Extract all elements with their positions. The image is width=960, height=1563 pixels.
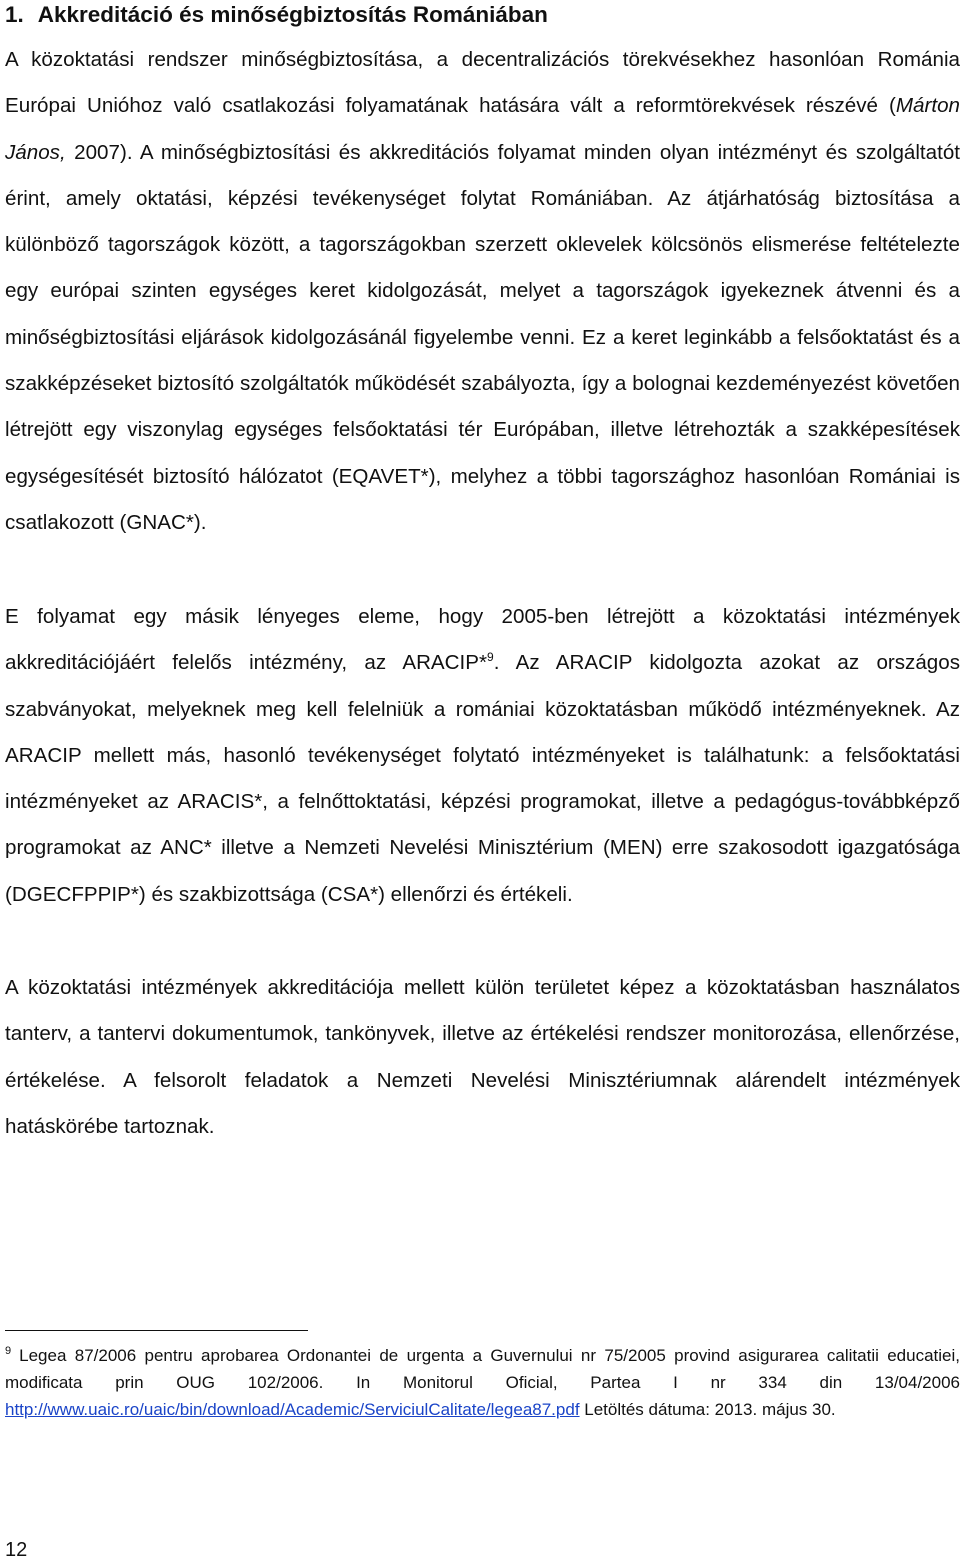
- paragraph-2-text-a: E folyamat egy másik lényeges eleme, hogy 2005-ben létrejött a közoktatási intézmények akkreditációjáért felelős intézmény, az ARACIP*: [5, 605, 960, 675]
- footnote-link[interactable]: http://www.uaic.ro/uaic/bin/download/Academic/ServiciulCalitate/legea87.pdf: [5, 1400, 580, 1419]
- footnote-reference[interactable]: 9: [487, 650, 494, 665]
- section-number: 1.: [5, 2, 24, 27]
- paragraph-1-text-a: A közoktatási rendszer minőségbiztosítása, a decentralizációs törekvésekhez hasonlóan Románia Európai Unióhoz való csatlakozási folyamatának hatására vált a reformtörekvések részévé (: [5, 48, 960, 118]
- paragraph-1-text-b: 2007). A minőségbiztosítási és akkreditációs folyamat minden olyan intézményt és szolgáltatót érint, amely oktatási, képzési tevékenységet folytat Romániában. Az átjárhatóság biztosítása a különböző tagországok között, a tagországokban szerzett oklevelek kölcsönös elismerése feltételezte egy európai szinten egységes keret kidolgozását, melyet a tagországok igyekeznek átvenni és a minőségbiztosítási eljárások kidolgozásánál figyelembe venni. Ez a keret leginkább a felsőoktatást és a szakképzéseket biztosító szolgáltatók működését szabályozta, így a bolognai kezdeményezést követően létrejött egy viszonylag egységes felsőoktatási tér Európában, illetve létrehozták a szakképesítések egységesítését biztosító hálózatot (EQAVET*), melyhez a többi tagországhoz hasonlóan Romániai is csatlakozott (GNAC*).: [5, 140, 960, 534]
- page-number: 12: [5, 1539, 28, 1561]
- footnote-text: Legea 87/2006 pentru aprobarea Ordonantei de urgenta a Guvernului nr 75/2005 provind asigurarea calitatii educatiei, modificata prin OUG 102/2006. In Monitorul Oficial, Partea I nr 334 din 13/04/2006: [5, 1346, 960, 1392]
- section-heading: [5, 0, 548, 30]
- footnote: [5, 1342, 960, 1423]
- footnote-retrieval-date: Letöltés dátuma: 2013. május 30.: [579, 1400, 836, 1419]
- citation-author: Márton János,: [5, 94, 960, 164]
- paragraph-2: [5, 594, 960, 918]
- section-title: Akkreditáció és minőségbiztosítás Romániában: [37, 2, 548, 27]
- footnote-marker: 9: [5, 1345, 12, 1358]
- paragraph-1: [5, 37, 960, 546]
- paragraph-3: A közoktatási intézmények akkreditációja mellett külön területet képez a közoktatásban használatos tanterv, a tantervi dokumentumok, tankönyvek, illetve az értékelési rendszer monitorozása, ellenőrzése, értékelése. A felsorolt feladatok a Nemzeti Nevelési Minisztériumnak alárendelt intézmények hatáskörébe tartoznak.: [5, 976, 960, 1138]
- paragraph-2-text-b: . Az ARACIP kidolgozta azokat az országos szabványokat, melyeknek meg kell felelniük a romániai közoktatásban működő intézményeknek. Az ARACIP mellett más, hasonló tevékenységet folytató intézményeket is találhatunk: a felsőoktatási intézményeket az ARACIS*, a felnőttoktatási, képzési programokat, illetve a pedagógus-továbbképző programokat az ANC* illetve a Nemzeti Nevelési Minisztérium (MEN) erre szakosodott igazgatósága (DGECFPPIP*) és szakbizottsága (CSA*) ellenőrzi és értékeli.: [5, 651, 960, 906]
- footnote-separator: [5, 1330, 308, 1331]
